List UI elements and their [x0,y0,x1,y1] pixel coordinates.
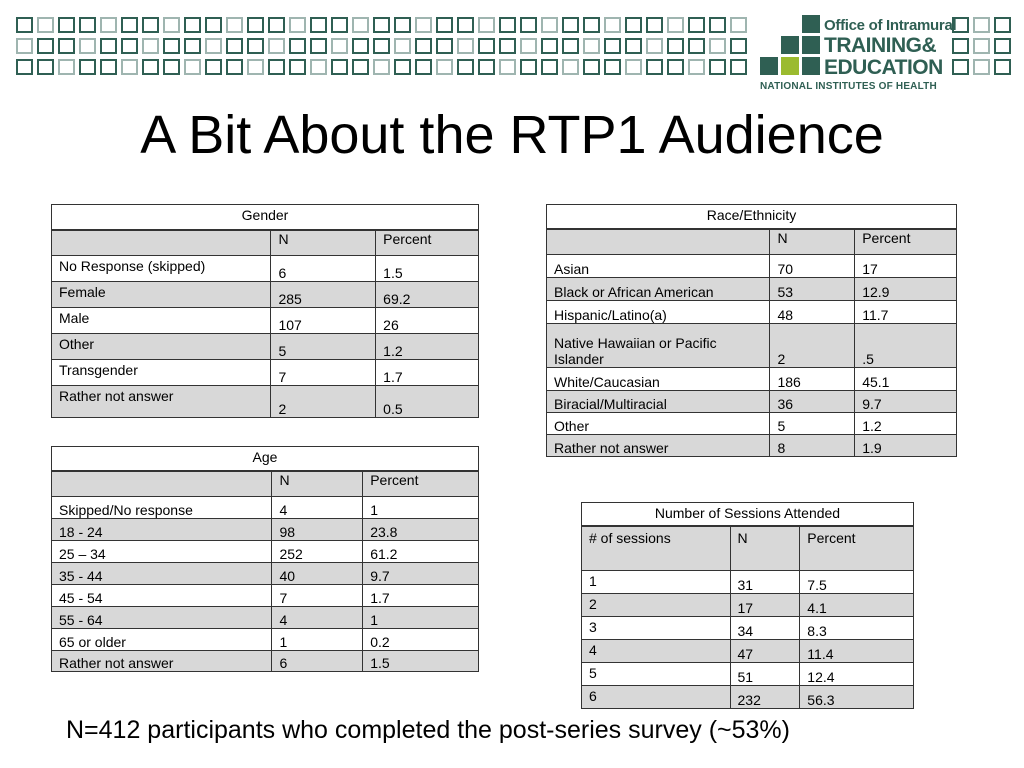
table-cell-label: Rather not answer [52,386,271,418]
decorative-square-icon [730,17,747,33]
table-row [582,571,914,594]
table-cell-percent: 0.5 [376,386,479,418]
table-row [582,640,914,663]
decorative-square-icon [226,17,243,33]
table-row [547,324,957,368]
table-row [547,255,957,278]
decorative-square-icon [331,38,348,54]
table-row [547,435,957,457]
table-row [582,663,914,686]
race-col-n: N [770,229,855,255]
table-row [582,617,914,640]
table-cell-label: 45 - 54 [52,585,272,607]
gender-col-percent: Percent [376,230,479,256]
table-cell-percent: 12.9 [855,278,957,301]
table-cell-n: 6 [272,651,363,672]
table-cell-n: 34 [730,617,800,640]
table-cell-n: 2 [271,386,376,418]
decorative-square-icon [478,59,495,75]
decorative-square-icon [184,17,201,33]
decorative-square-icon [541,17,558,33]
decorative-square-icon [952,38,969,54]
sessions-table-caption: Number of Sessions Attended [582,503,914,527]
decorative-square-icon [994,38,1011,54]
race-col-percent: Percent [855,229,957,255]
table-cell-label: Other [52,334,271,360]
table-cell-n: 285 [271,282,376,308]
table-cell-percent: 1.2 [855,413,957,435]
decorative-square-icon [373,17,390,33]
decorative-square-icon [226,59,243,75]
table-cell-percent: 23.8 [363,519,479,541]
page-title: A Bit About the RTP1 Audience [140,105,884,165]
table-cell-n: 4 [272,607,363,629]
decorative-square-icon [142,17,159,33]
decorative-square-icon [352,17,369,33]
decorative-square-icon [646,17,663,33]
table-row [547,391,957,413]
table-cell-percent: 8.3 [800,617,914,640]
decorative-square-icon [709,17,726,33]
decorative-square-icon [16,59,33,75]
table-row [547,278,957,301]
table-cell-n: 5 [271,334,376,360]
decorative-square-icon [352,59,369,75]
decorative-square-icon [331,17,348,33]
table-cell-n: 31 [730,571,800,594]
table-row [547,301,957,324]
decorative-square-icon [436,59,453,75]
decorative-square-icon [289,59,306,75]
decorative-square-icon [625,59,642,75]
table-cell-percent: 1.5 [376,256,479,282]
decorative-square-icon [310,59,327,75]
decorative-square-icon [142,59,159,75]
table-cell-percent: 7.5 [800,571,914,594]
decorative-square-icon [289,17,306,33]
decorative-square-icon [583,38,600,54]
decorative-square-icon [688,17,705,33]
decorative-square-icon [310,38,327,54]
decorative-square-icon [604,38,621,54]
table-row [582,594,914,617]
decorative-square-icon [331,59,348,75]
banner-square-row [952,38,1015,54]
decorative-square-icon [541,59,558,75]
decorative-square-icon [289,38,306,54]
table-cell-percent: 1.7 [363,585,479,607]
decorative-square-icon [394,17,411,33]
decorative-square-icon [415,59,432,75]
decorative-square-icon [247,38,264,54]
decorative-square-icon [499,38,516,54]
banner-square-row [16,17,751,33]
decorative-square-icon [973,17,990,33]
table-cell-label: 4 [582,640,731,663]
table-row [52,651,479,672]
table-cell-percent: 1.7 [376,360,479,386]
table-cell-n: 2 [770,324,855,368]
table-cell-label: Skipped/No response [52,497,272,519]
decorative-square-icon [667,38,684,54]
table-cell-percent: 11.7 [855,301,957,324]
table-cell-percent: 4.1 [800,594,914,617]
decorative-square-icon [625,38,642,54]
decorative-square-icon [541,38,558,54]
decorative-square-icon [37,38,54,54]
table-cell-label: Native Hawaiian or Pacific Islander [547,324,770,368]
table-row [52,629,479,651]
table-cell-percent: 0.2 [363,629,479,651]
table-cell-n: 47 [730,640,800,663]
table-cell-label: 18 - 24 [52,519,272,541]
sessions-col-percent: Percent [800,526,914,571]
table-cell-percent: 1.5 [363,651,479,672]
table-cell-n: 4 [272,497,363,519]
table-cell-n: 1 [272,629,363,651]
table-cell-label: White/Caucasian [547,368,770,391]
table-cell-percent: 12.4 [800,663,914,686]
table-row [52,334,479,360]
banner-square-row [16,38,751,54]
table-row [52,519,479,541]
decorative-square-icon [667,59,684,75]
decorative-square-icon [583,59,600,75]
decorative-square-icon [730,59,747,75]
race-table-caption: Race/Ethnicity [547,205,957,230]
decorative-square-icon [247,17,264,33]
table-cell-label: 65 or older [52,629,272,651]
decorative-square-icon [16,38,33,54]
table-cell-n: 48 [770,301,855,324]
gender-header-blank [52,230,271,256]
decorative-square-icon [352,38,369,54]
banner-square-row [952,17,1015,33]
table-cell-label: 25 – 34 [52,541,272,563]
table-cell-label: 1 [582,571,731,594]
decorative-square-icon [268,17,285,33]
table-cell-n: 98 [272,519,363,541]
decorative-square-icon [562,59,579,75]
table-cell-percent: 9.7 [363,563,479,585]
table-cell-percent: 26 [376,308,479,334]
table-cell-percent: .5 [855,324,957,368]
table-cell-percent: 1.9 [855,435,957,457]
decorative-square-icon [952,59,969,75]
table-row [547,413,957,435]
table-cell-n: 186 [770,368,855,391]
age-col-n: N [272,471,363,497]
table-cell-label: Female [52,282,271,308]
table-cell-percent: 56.3 [800,686,914,709]
table-cell-n: 36 [770,391,855,413]
table-row [52,282,479,308]
decorative-square-icon [520,59,537,75]
decorative-square-icon [562,38,579,54]
decorative-square-icon [646,59,663,75]
table-cell-percent: 17 [855,255,957,278]
decorative-square-icon [562,17,579,33]
decorative-square-icon [709,38,726,54]
decorative-square-icon [436,38,453,54]
table-cell-percent: 61.2 [363,541,479,563]
decorative-square-icon [79,17,96,33]
sessions-col-n: N [730,526,800,571]
decorative-square-icon [457,17,474,33]
decorative-square-icon [373,59,390,75]
gender-table [51,204,479,418]
decorative-square-icon [583,17,600,33]
sessions-col-label: # of sessions [582,526,731,571]
table-cell-label: Hispanic/Latino(a) [547,301,770,324]
decorative-square-icon [520,38,537,54]
table-cell-n: 7 [272,585,363,607]
decorative-square-icon [100,38,117,54]
race-ethnicity-table [546,204,957,457]
decorative-square-icon [37,59,54,75]
table-cell-n: 252 [272,541,363,563]
decorative-square-icon [100,59,117,75]
table-cell-n: 7 [271,360,376,386]
table-row [52,256,479,282]
decorative-square-icon [499,59,516,75]
table-cell-n: 70 [770,255,855,278]
decorative-square-icon [478,17,495,33]
gender-col-n: N [271,230,376,256]
decorative-square-icon [520,17,537,33]
table-row [52,497,479,519]
table-cell-n: 40 [272,563,363,585]
gender-table-caption: Gender [52,205,479,231]
decorative-square-icon [163,59,180,75]
decorative-square-icon [994,59,1011,75]
table-cell-percent: 9.7 [855,391,957,413]
decorative-square-icon [58,59,75,75]
decorative-square-icon [142,38,159,54]
sessions-table [581,502,914,709]
decorative-square-icon [16,17,33,33]
decorative-square-icon [436,17,453,33]
logo-office-text: Office of Intramural [824,17,957,34]
decorative-square-icon [688,59,705,75]
table-cell-n: 53 [770,278,855,301]
race-header-blank [547,229,770,255]
table-cell-percent: 45.1 [855,368,957,391]
table-cell-label: Asian [547,255,770,278]
table-cell-label: 55 - 64 [52,607,272,629]
table-cell-label: No Response (skipped) [52,256,271,282]
table-cell-n: 17 [730,594,800,617]
age-col-percent: Percent [363,471,479,497]
banner-square-row [952,59,1015,75]
table-cell-label: Transgender [52,360,271,386]
footer-note: N=412 participants who completed the post-series survey (~53%) [66,716,790,744]
oite-logo [760,15,957,95]
decorative-square-icon [163,17,180,33]
decorative-square-icon [973,38,990,54]
decorative-square-icon [994,17,1011,33]
table-row [52,308,479,334]
table-cell-label: 3 [582,617,731,640]
decorative-square-icon [604,17,621,33]
decorative-square-icon [163,38,180,54]
age-table-caption: Age [52,447,479,472]
table-row [52,585,479,607]
decorative-square-icon [205,38,222,54]
decorative-square-icon [79,38,96,54]
table-cell-label: Male [52,308,271,334]
decorative-square-icon [268,59,285,75]
table-cell-n: 107 [271,308,376,334]
decorative-square-icon [457,38,474,54]
table-cell-label: 35 - 44 [52,563,272,585]
decorative-square-icon [373,38,390,54]
table-row [52,360,479,386]
decorative-square-icon [646,38,663,54]
table-cell-label: Black or African American [547,278,770,301]
table-row [52,386,479,418]
decorative-square-icon [310,17,327,33]
decorative-square-icon [268,38,285,54]
decorative-square-icon [604,59,621,75]
decorative-square-icon [184,59,201,75]
decorative-square-icon [688,38,705,54]
logo-education-text: EDUCATION [824,56,943,79]
logo-grid-icon [760,15,822,77]
decorative-square-icon [79,59,96,75]
decorative-square-icon [121,17,138,33]
age-table [51,446,479,672]
decorative-square-icon [394,59,411,75]
decorative-square-icon [478,38,495,54]
decorative-square-icon [121,59,138,75]
table-cell-percent: 1.2 [376,334,479,360]
decorative-square-icon [205,59,222,75]
table-cell-percent: 1 [363,607,479,629]
decorative-square-icon [973,59,990,75]
age-header-blank [52,471,272,497]
decorative-square-icon [205,17,222,33]
table-cell-label: Rather not answer [52,651,272,672]
decorative-square-icon [121,38,138,54]
table-cell-n: 8 [770,435,855,457]
table-row [52,541,479,563]
logo-training-text: TRAINING& [824,34,937,57]
decorative-square-icon [415,17,432,33]
decorative-square-icon [457,59,474,75]
table-cell-percent: 11.4 [800,640,914,663]
table-cell-n: 232 [730,686,800,709]
table-row [52,563,479,585]
table-cell-percent: 69.2 [376,282,479,308]
table-cell-n: 6 [271,256,376,282]
table-cell-percent: 1 [363,497,479,519]
table-cell-n: 51 [730,663,800,686]
table-cell-label: 6 [582,686,731,709]
decorative-square-icon [667,17,684,33]
decorative-square-icon [952,17,969,33]
table-cell-label: 2 [582,594,731,617]
decorative-square-icon [499,17,516,33]
table-cell-label: Rather not answer [547,435,770,457]
decorative-square-icon [730,38,747,54]
table-cell-label: Other [547,413,770,435]
logo-nih-text: NATIONAL INSTITUTES OF HEALTH [760,81,937,92]
table-row [547,368,957,391]
decorative-square-icon [625,17,642,33]
decorative-square-icon [226,38,243,54]
decorative-square-icon [58,17,75,33]
table-row [582,686,914,709]
table-cell-label: Biracial/Multiracial [547,391,770,413]
banner-square-row [16,59,751,75]
decorative-square-icon [58,38,75,54]
decorative-square-icon [394,38,411,54]
table-cell-n: 5 [770,413,855,435]
table-cell-label: 5 [582,663,731,686]
table-row [52,607,479,629]
decorative-square-icon [709,59,726,75]
decorative-square-icon [247,59,264,75]
decorative-square-icon [415,38,432,54]
decorative-square-icon [100,17,117,33]
decorative-square-icon [184,38,201,54]
decorative-square-icon [37,17,54,33]
